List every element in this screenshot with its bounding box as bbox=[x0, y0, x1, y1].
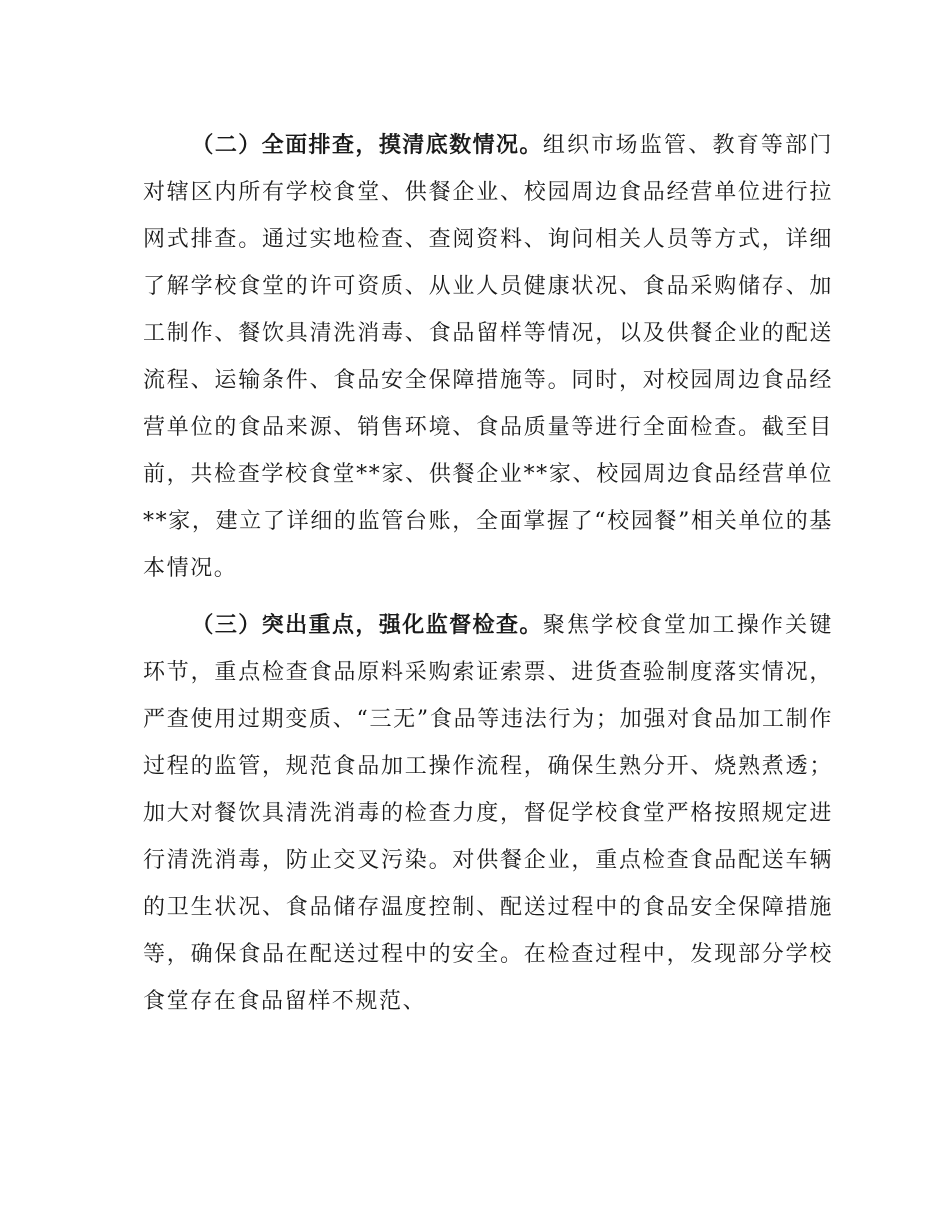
paragraph-text: 聚焦学校食堂加工操作关键环节，重点检查食品原料采购索证索票、进货查验制度落实情况，严查使用过期变质、“三无”食品等违法行为；加强对食品加工制作过程的监管，规范食品加工操作流程，确保生熟分开、烧熟煮透；加大对餐饮具清洗消毒的检查力度，督促学校食堂严格按照规定进行清洗消毒，防止交叉污染。对供餐企业，重点检查食品配送车辆的卫生状况、食品储存温度控制、配送过程中的食品安全保障措施等，确保食品在配送过程中的安全。在检查过程中，发现部分学校食堂存在食品留样不规范、 bbox=[143, 613, 833, 1014]
paragraph-text: 组织市场监管、教育等部门对辖区内所有学校食堂、供餐企业、校园周边食品经营单位进行拉网式排查。通过实地检查、查阅资料、询问相关人员等方式，详细了解学校食堂的许可资质、从业人员健康状况、食品采购储存、加工制作、餐饮具清洗消毒、食品留样等情况，以及供餐企业的配送流程、运输条件、食品安全保障措施等。同时，对校园周边食品经营单位的食品来源、销售环境、食品质量等进行全面检查。截至目前，共检查学校食堂**家、供餐企业**家、校园周边食品经营单位**家，建立了详细的监管台账，全面掌握了“校园餐”相关单位的基本情况。 bbox=[143, 133, 833, 581]
section-heading: （三）突出重点，强化监督检查。 bbox=[191, 613, 543, 638]
paragraph-section-3 bbox=[143, 602, 833, 1025]
paragraph-section-2 bbox=[143, 122, 833, 592]
section-heading: （二）全面排查，摸清底数情况。 bbox=[191, 133, 543, 158]
document-body bbox=[143, 122, 833, 1025]
